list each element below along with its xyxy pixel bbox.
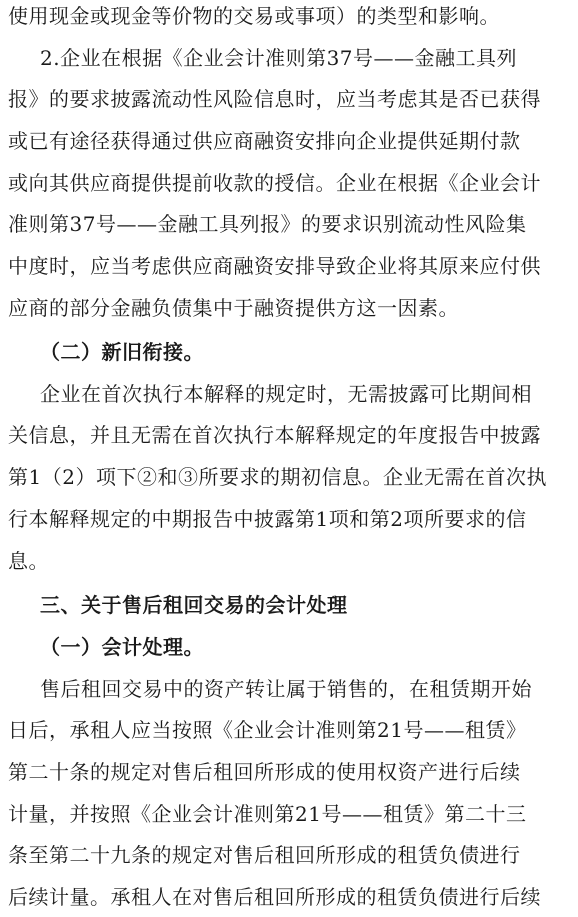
text-line: 条至第二十九条的规定对售后租回所形成的租赁负债进行 <box>8 843 521 867</box>
text-line: 或已有途径获得通过供应商融资安排向企业提供延期付款 <box>8 129 521 153</box>
text-line: 息。 <box>8 549 49 573</box>
section-subheading: （二）新旧衔接。 <box>40 340 204 364</box>
text-line: 2.企业在根据《企业会计准则第37号——金融工具列 <box>40 46 518 70</box>
text-line: 关信息，并且无需在首次执行本解释规定的年度报告中披露 <box>8 423 541 447</box>
text-line: 准则第37号——金融工具列报》的要求识别流动性风险集 <box>8 212 527 236</box>
text-line: 售后租回交易中的资产转让属于销售的，在租赁期开始 <box>40 677 532 701</box>
text-line: 应商的部分金融负债集中于融资提供方这一因素。 <box>8 296 459 320</box>
text-line: 第二十条的规定对售后租回所形成的使用权资产进行后续 <box>8 760 521 784</box>
text-line: 行本解释规定的中期报告中披露第1项和第2项所要求的信 <box>8 507 527 531</box>
text-line: 或向其供应商提供提前收款的授信。企业在根据《企业会计 <box>8 171 541 195</box>
text-line: 计量，并按照《企业会计准则第21号——租赁》第二十三 <box>8 802 527 826</box>
text-line: 使用现金或现金等价物的交易或事项）的类型和影响。 <box>8 4 500 28</box>
section-subheading: （一）会计处理。 <box>40 635 204 659</box>
text-line: 第1（2）项下②和③所要求的期初信息。企业无需在首次执 <box>8 465 547 489</box>
text-line: 企业在首次执行本解释的规定时，无需披露可比期间相 <box>40 382 532 406</box>
text-line: 日后，承租人应当按照《企业会计准则第21号——租赁》 <box>8 718 527 742</box>
text-line: 后续计量。承租人在对售后租回所形成的租赁负债进行后续 <box>8 885 541 909</box>
section-heading: 三、关于售后租回交易的会计处理 <box>40 593 348 617</box>
text-line: 中度时，应当考虑供应商融资安排导致企业将其原来应付供 <box>8 254 541 278</box>
text-line: 报》的要求披露流动性风险信息时，应当考虑其是否已获得 <box>8 87 541 111</box>
